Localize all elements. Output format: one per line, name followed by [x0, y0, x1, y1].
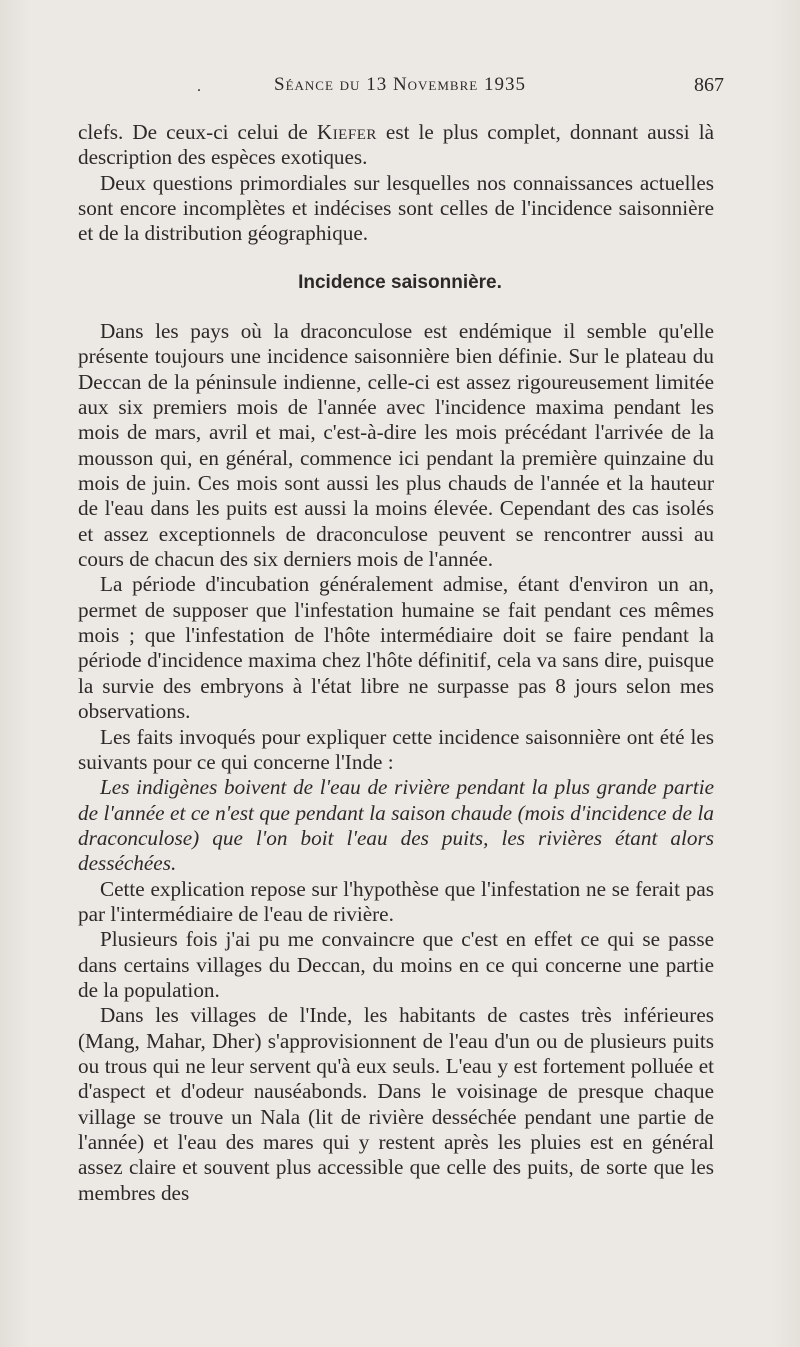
intro-paragraph-2: Deux questions primordiales sur lesquelles nos connaissances actuelles sont encore incomplètes et indécises sont celles de l'incidence saisonnière et de la distribution géographique.: [78, 170, 714, 246]
header-dot: .: [197, 78, 201, 95]
header-title: Séance du 13 Novembre 1935: [274, 74, 526, 95]
body-paragraph-7: Dans les villages de l'Inde, les habitants de castes très inférieures (Mang, Mahar, Dher) s'approvisionnent de l'eau d'un ou de plusieurs puits ou trous qui ne leur servent qu'à eux seuls. L'eau y est fortement polluée et d'aspect et d'odeur nauséabonds. Dans le voisinage de presque chaque village se trouve un Nala (lit de rivière desséchée pendant une partie de l'année) et l'eau des mares qui y restent après les pluies est en général assez claire et souvent plus accessible que celle des puits, de sorte que les membres des: [78, 1003, 714, 1205]
body-paragraph-5: Cette explication repose sur l'hypothèse que l'infestation ne se ferait pas par l'intermédiaire de l'eau de rivière.: [78, 876, 714, 926]
running-header: [70, 72, 730, 104]
body-paragraph-6: Plusieurs fois j'ai pu me convaincre que c'est en effet ce qui se passe dans certains villages du Deccan, du moins en ce qui concerne une partie de la population.: [78, 927, 714, 1002]
page-number: 867: [694, 74, 724, 96]
intro-p1-before: clefs. De ceux-ci celui de: [78, 120, 317, 144]
body-paragraph-4-italic: Les indigènes boivent de l'eau de rivière pendant la plus grande partie de l'année et ce n'est que pendant la saison chaude (mois d'incidence de la draconculose) que l'on boit l'eau des puits, les rivières étant alors desséchées.: [78, 775, 714, 876]
body-paragraph-3: Les faits invoqués pour expliquer cette incidence saisonnière ont été les suivants pour ce qui concerne l'Inde :: [78, 724, 714, 774]
intro-text: [78, 120, 714, 247]
section-title: Incidence saisonnière.: [298, 272, 502, 293]
intro-paragraph-1: [78, 120, 714, 171]
author-name-kiefer: Kiefer: [316, 120, 377, 144]
intro-p1-after: est le plus complet, donnant aussi là description des espèces exotiques.: [78, 120, 714, 170]
body-paragraph-2: La période d'incubation généralement admise, étant d'environ un an, permet de supposer que l'infestation humaine se fait pendant ces mêmes mois ; que l'infestation de l'hôte intermédiaire doit se faire pendant la période d'incidence maxima chez l'hôte définitif, cela va sans dire, puisque la survie des embryons à l'état libre ne surpasse pas 8 jours selon mes observations.: [78, 572, 714, 724]
body-paragraph-1: Dans les pays où la draconculose est endémique il semble qu'elle présente toujours une incidence saisonnière bien définie. Sur le plateau du Deccan de la péninsule indienne, celle-ci est assez rigoureusement limitée aux six premiers mois de l'année avec l'incidence maxima pendant les mois de mars, avril et mai, c'est-à-dire les mois précédant l'arrivée de la mousson qui, en général, commence ici pendant la première quinzaine du mois de juin. Ces mois sont aussi les plus chauds de l'année et la hauteur de l'eau dans les puits est aussi la moins élevée. Cependant des cas isolés et assez exceptionnels de draconculose peuvent se rencontrer aussi au cours de chacun des six derniers mois de l'année.: [78, 319, 714, 572]
body-text: [78, 319, 714, 1206]
